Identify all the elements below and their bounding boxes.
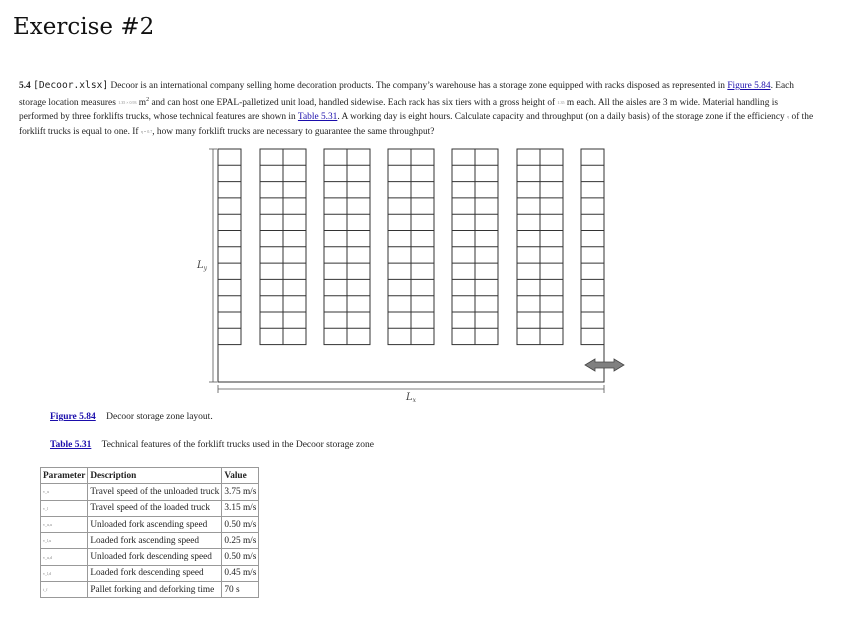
param-cell: v_u [41,484,88,500]
eta-expression: η = 0.7 [140,128,153,134]
table-row [41,582,259,598]
table-row [41,533,259,549]
table-caption-link[interactable]: Table 5.31 [50,440,92,450]
description-cell: Unloaded fork ascending speed [88,516,222,532]
exercise-text-1: Decoor is an international company selling home decoration products. The company’s warehouse has a storage zone equipped with racks disposed as represented in [110,81,725,91]
exercise-number: 5.4 [19,81,31,91]
table-header-row [41,468,259,484]
param-cell: v_u,d [41,549,88,565]
figure-caption-link[interactable]: Figure 5.84 [50,412,96,422]
table-caption-text: Technical features of the forklift trucks used in the Decoor storage zone [101,440,374,450]
description-cell: Loaded fork descending speed [88,565,222,581]
param-cell: v_l,d [41,565,88,581]
value-cell: 0.45 m/s [222,565,259,581]
table-link[interactable]: Table 5.31 [297,112,338,123]
value-cell: 0.50 m/s [222,549,259,565]
exercise-text-6: of the forklift trucks is equal to one. If [19,112,814,137]
description-cell: Unloaded fork descending speed [88,549,222,565]
table-caption [50,440,374,450]
value-cell: 3.75 m/s [222,484,259,500]
value-cell: 70 s [222,582,259,598]
table-row [41,500,259,516]
figure-link[interactable]: Figure 5.84 [727,81,771,91]
exercise-text-4: m each. All the aisles are 3 m wide. Material handling is performed by three forklifts trucks, whose technical features are shown in [19,97,778,123]
unit-exponent: 2 [146,96,150,103]
eta-symbol: η [787,114,790,120]
exercise-text-3: and can host one EPAL-palletized unit load, handled sidewise. Each rack has six tiers with a gross height of [151,97,556,108]
param-cell: v_u,u [41,516,88,532]
location-size-expression: 1.35 × 0.93 [118,99,137,105]
ly-label: $L_y$ [197,260,208,272]
page-heading: Exercise #2 [13,14,155,40]
param-cell: t_f [41,582,88,598]
storage-zone-wall [218,345,604,382]
table-row [41,549,259,565]
description-cell: Travel speed of the loaded truck [88,500,222,516]
header-description: Description [88,468,222,484]
figure-caption [50,412,213,422]
description-cell: Loaded fork ascending speed [88,533,222,549]
description-cell: Travel speed of the unloaded truck [88,484,222,500]
header-value: Value [222,468,259,484]
value-cell: 3.15 m/s [222,500,259,516]
figure-caption-text: Decoor storage zone layout. [106,412,213,422]
table-row [41,484,259,500]
exercise-file: [Decoor.xlsx] [33,80,109,91]
ly-dimension [209,149,217,382]
param-cell: v_l,u [41,533,88,549]
value-cell: 0.25 m/s [222,533,259,549]
value-cell: 0.50 m/s [222,516,259,532]
unit-m: m [138,97,147,108]
rack-group [218,149,604,382]
tier-height-expression: 1.35 [557,99,565,105]
exercise-text-7: , how many forklift trucks are necessary to guarantee the same throughput? [152,126,435,137]
param-cell: v_l [41,500,88,516]
forklift-specs-table [40,467,259,598]
table-row [41,565,259,581]
lx-label: $L_x$ [406,392,417,404]
header-parameter: Parameter [41,468,88,484]
table-row [41,516,259,532]
exercise-text-5: . A working day is eight hours. Calculate capacity and throughput (on a daily basis) of the storage zone if the efficiency [337,112,785,123]
description-cell: Pallet forking and deforking time [88,582,222,598]
exercise-text-2: . Each storage location measures [19,81,794,108]
